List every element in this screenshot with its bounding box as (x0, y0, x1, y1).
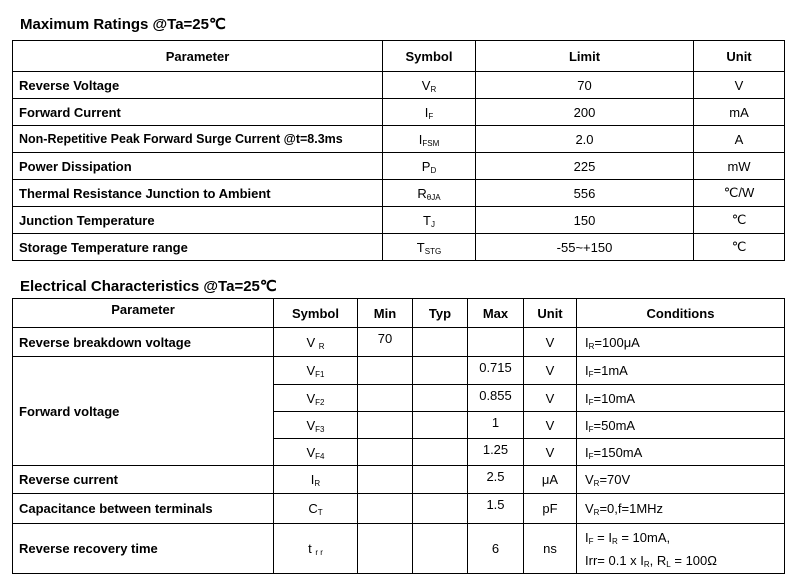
symbol-cell: t $_{r r}$ (274, 524, 358, 574)
unit-cell: μA (524, 466, 577, 494)
limit-cell: 200 (476, 99, 694, 126)
table-row (13, 524, 785, 574)
unit-cell: V (524, 357, 577, 385)
param-cell: Storage Temperature range (13, 234, 383, 261)
conditions-cell: $I_F=10mA$ (577, 385, 785, 412)
table-row (13, 180, 785, 207)
unit-cell: V (524, 385, 577, 412)
symbol-cell: $V_{F3}$ (274, 412, 358, 439)
header-symbol: Symbol (383, 41, 476, 72)
conditions-cell: $I_F=150mA$ (577, 439, 785, 466)
table-row (13, 357, 785, 385)
header-conditions: Conditions (577, 299, 785, 328)
min-cell (358, 385, 413, 412)
param-cell: Forward Current (13, 99, 383, 126)
max-ratings-table (12, 40, 785, 261)
symbol-cell: $V_R$ (383, 72, 476, 99)
param-cell: Reverse recovery time (13, 524, 274, 574)
symbol-cell: $I_F$ (383, 99, 476, 126)
symbol-cell: $T_{STG}$ (383, 234, 476, 261)
table-row (13, 153, 785, 180)
param-cell: Capacitance between terminals (13, 494, 274, 524)
header-parameter: Parameter (13, 299, 274, 328)
table-row (13, 234, 785, 261)
header-typ: Typ (413, 299, 468, 328)
param-cell: Power Dissipation (13, 153, 383, 180)
unit-cell: A (694, 126, 785, 153)
param-cell: Thermal Resistance Junction to Ambient (13, 180, 383, 207)
symbol-cell: $R_{\theta JA}$ (383, 180, 476, 207)
header-parameter: Parameter (13, 41, 383, 72)
symbol-cell: $P_D$ (383, 153, 476, 180)
typ-cell (413, 439, 468, 466)
max-cell: 0.855 (468, 385, 524, 412)
symbol-cell: $V_{F4}$ (274, 439, 358, 466)
limit-cell: 2.0 (476, 126, 694, 153)
typ-cell (413, 412, 468, 439)
min-cell (358, 466, 413, 494)
unit-cell: V (524, 412, 577, 439)
symbol-cell: $T_J$ (383, 207, 476, 234)
header-unit: Unit (694, 41, 785, 72)
unit-cell: pF (524, 494, 577, 524)
limit-cell: 556 (476, 180, 694, 207)
conditions-cell: $V_R=0,f=1MHz$ (577, 494, 785, 524)
min-cell (358, 494, 413, 524)
header-unit: Unit (524, 299, 577, 328)
typ-cell (413, 524, 468, 574)
min-cell (358, 412, 413, 439)
max-cell: 1.25 (468, 439, 524, 466)
header-limit: Limit (476, 41, 694, 72)
symbol-cell: $I_R$ (274, 466, 358, 494)
conditions-cell (577, 524, 785, 574)
typ-cell (413, 494, 468, 524)
limit-cell: 225 (476, 153, 694, 180)
typ-cell (413, 328, 468, 357)
table-row (13, 207, 785, 234)
symbol-cell: $V_{F1}$ (274, 357, 358, 385)
conditions-cell: $V_R=70V$ (577, 466, 785, 494)
param-cell: Reverse Voltage (13, 72, 383, 99)
unit-cell: ℃ (694, 234, 785, 261)
unit-cell: ℃/W (694, 180, 785, 207)
max-cell: 0.715 (468, 357, 524, 385)
max-cell: 6 (468, 524, 524, 574)
conditions-cell: $I_F=50mA$ (577, 412, 785, 439)
conditions-cell: $I_F=1mA$ (577, 357, 785, 385)
param-cell: Junction Temperature (13, 207, 383, 234)
typ-cell (413, 357, 468, 385)
unit-cell: mW (694, 153, 785, 180)
unit-cell: V (524, 439, 577, 466)
symbol-cell: $V_{F2}$ (274, 385, 358, 412)
symbol-cell: V $_R$ (274, 328, 358, 357)
min-cell (358, 524, 413, 574)
max-cell: 1 (468, 412, 524, 439)
table-row (13, 99, 785, 126)
max-cell: 2.5 (468, 466, 524, 494)
max-cell: 1.5 (468, 494, 524, 524)
min-cell (358, 357, 413, 385)
conditions-cell: $I_R=100\mu A$ (577, 328, 785, 357)
typ-cell (413, 385, 468, 412)
unit-cell: mA (694, 99, 785, 126)
table-row (13, 494, 785, 524)
limit-cell: -55~+150 (476, 234, 694, 261)
electrical-title: Electrical Characteristics @Ta=25℃ (20, 278, 277, 295)
max-cell (468, 328, 524, 357)
unit-cell: V (694, 72, 785, 99)
condition-line-2: Irr= 0.1 x $I_R$, $R_L = 100\Omega$ (585, 552, 717, 569)
param-cell: Reverse current (13, 466, 274, 494)
min-cell (358, 439, 413, 466)
param-cell: Non-Repetitive Peak Forward Surge Current @t=8.3ms (13, 126, 383, 153)
table-row (13, 328, 785, 357)
condition-line-1: $I_F = I_R = 10mA$, (585, 529, 671, 546)
typ-cell (413, 466, 468, 494)
table-header-row (13, 299, 785, 328)
limit-cell: 70 (476, 72, 694, 99)
header-symbol: Symbol (274, 299, 358, 328)
unit-cell: ℃ (694, 207, 785, 234)
param-cell: Forward voltage (13, 357, 274, 466)
table-row (13, 466, 785, 494)
max-ratings-title: Maximum Ratings @Ta=25℃ (20, 16, 226, 33)
electrical-table (12, 298, 785, 574)
symbol-cell: $I_{FSM}$ (383, 126, 476, 153)
table-row (13, 126, 785, 153)
limit-cell: 150 (476, 207, 694, 234)
min-cell: 70 (358, 328, 413, 357)
table-header-row (13, 41, 785, 72)
unit-cell: V (524, 328, 577, 357)
header-min: Min (358, 299, 413, 328)
symbol-cell: $C_T$ (274, 494, 358, 524)
table-row (13, 72, 785, 99)
unit-cell: ns (524, 524, 577, 574)
header-max: Max (468, 299, 524, 328)
param-cell: Reverse breakdown voltage (13, 328, 274, 357)
